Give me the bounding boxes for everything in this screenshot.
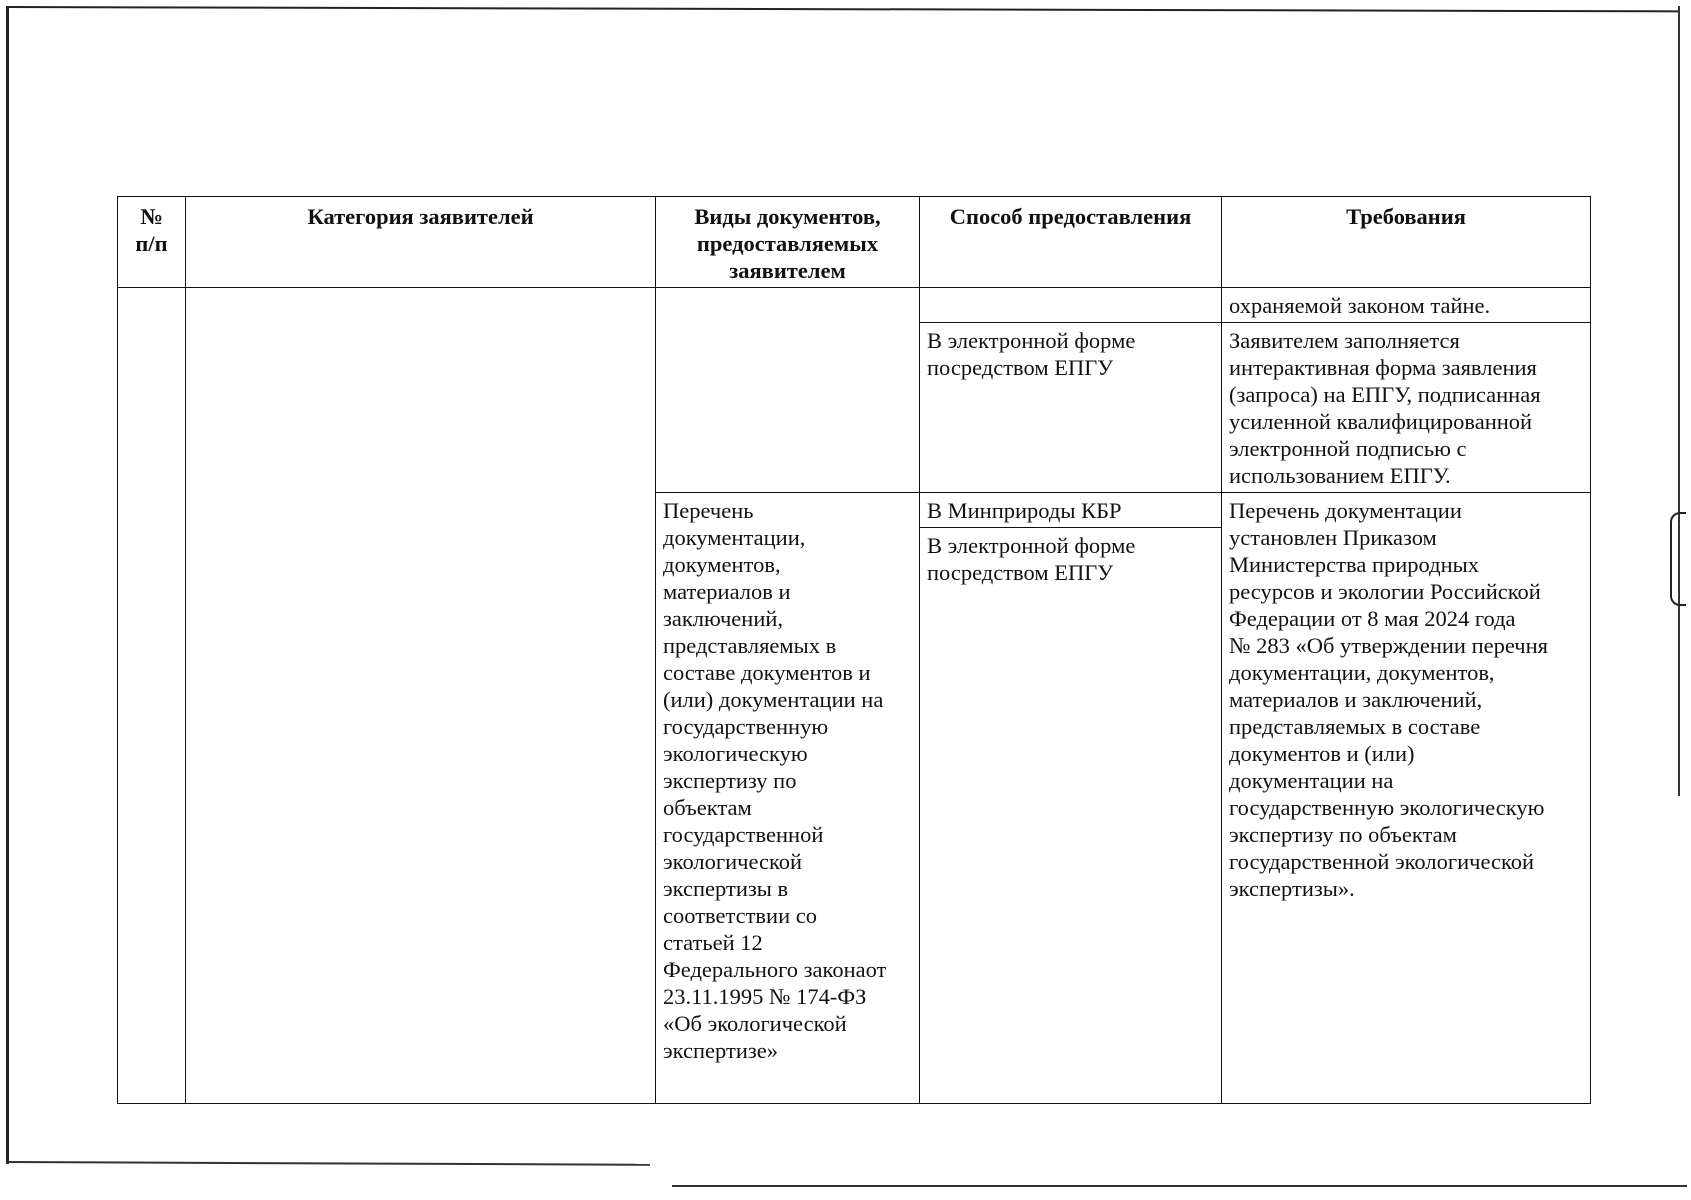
cell-line: государственной [663,822,824,847]
header-doc-types-line: предоставляемых [696,231,879,256]
cell-line: «Об экологической [663,1011,847,1036]
cell-line: Федерации от 8 мая 2024 года [1229,606,1516,631]
cell-doc-type [656,493,920,1104]
header-doc-types [656,197,920,288]
cell-requirement: охраняемой законом тайне. [1222,288,1591,323]
cell-line: заключений, [663,606,784,631]
cell-line: материалов и [663,579,791,604]
cell-method-empty [920,288,1222,323]
cell-line: Федерального законаот [663,957,887,982]
cell-line: использованием ЕПГУ. [1229,463,1451,488]
cell-line: посредством ЕПГУ [927,560,1114,585]
punch-hole-mark [1670,512,1686,606]
cell-line: экспертизе» [663,1038,778,1063]
cell-line: экспертизы в [663,876,789,901]
cell-line: статьей 12 [663,930,763,955]
cell-line: интерактивная форма заявления [1229,355,1537,380]
cell-doc-type-empty [656,288,920,493]
header-number-line: № [140,204,163,229]
cell-line: представляемых в составе [1229,714,1481,739]
cell-line: экспертизу по объектам [1229,822,1457,847]
cell-line: Заявителем заполняется [1229,328,1460,353]
cell-line: 23.11.1995 № 174-ФЗ [663,984,867,1009]
cell-line: (запроса) на ЕПГУ, подписанная [1229,382,1541,407]
cell-line: государственную [663,714,829,739]
table-row [118,288,1591,323]
cell-method [920,528,1222,1104]
cell-line: государственной экологической [1229,849,1535,874]
cell-requirement [1222,323,1591,493]
cell-line: установлен Приказом [1229,525,1437,550]
page-edge [1678,6,1680,796]
header-requirements: Требования [1222,197,1591,288]
cell-line: Министерства природных [1229,552,1479,577]
cell-line: В электронной форме [927,328,1136,353]
cell-line: Перечень документации [1229,498,1462,523]
cell-line: ресурсов и экологии Российской [1229,579,1541,604]
cell-number [118,288,186,1104]
cell-line: В электронной форме [927,533,1136,558]
cell-line: документации на [1229,768,1394,793]
cell-line: экологической [663,849,803,874]
cell-category [186,288,656,1104]
cell-line: № 283 «Об утверждении перечня [1229,633,1548,658]
page-edge [672,1185,1687,1187]
cell-method [920,323,1222,493]
page-edge [6,6,9,1164]
header-doc-types-line: заявителем [729,258,846,283]
cell-line: (или) документации на [663,687,884,712]
cell-line: документов, [663,552,781,577]
applicant-documents-table [117,196,1591,1104]
header-number-line: п/п [135,231,168,256]
cell-line: составе документов и [663,660,871,685]
cell-line: представляемых в [663,633,837,658]
cell-line: экологическую [663,741,808,766]
cell-line: материалов и заключений, [1229,687,1483,712]
cell-line: экспертизу по [663,768,797,793]
cell-line: документов и (или) [1229,741,1415,766]
header-method: Способ предоставления [920,197,1222,288]
cell-method: В Минприроды КБР [920,493,1222,528]
header-number [118,197,186,288]
cell-line: объектам [663,795,752,820]
header-doc-types-line: Виды документов, [694,204,881,229]
cell-line: документации, документов, [1229,660,1495,685]
page-edge [6,6,1678,12]
cell-line: посредством ЕПГУ [927,355,1114,380]
cell-line: электронной подписью с [1229,436,1467,461]
cell-line: документации, [663,525,806,550]
cell-line: государственную экологическую [1229,795,1545,820]
cell-line: соответствии со [663,903,817,928]
page-edge [8,1161,650,1166]
cell-line: усиленной квалифицированной [1229,409,1533,434]
header-category: Категория заявителей [186,197,656,288]
cell-requirement [1222,493,1591,1104]
cell-line: экспертизы». [1229,876,1355,901]
table-header-row [118,197,1591,288]
cell-line: Перечень [663,498,754,523]
